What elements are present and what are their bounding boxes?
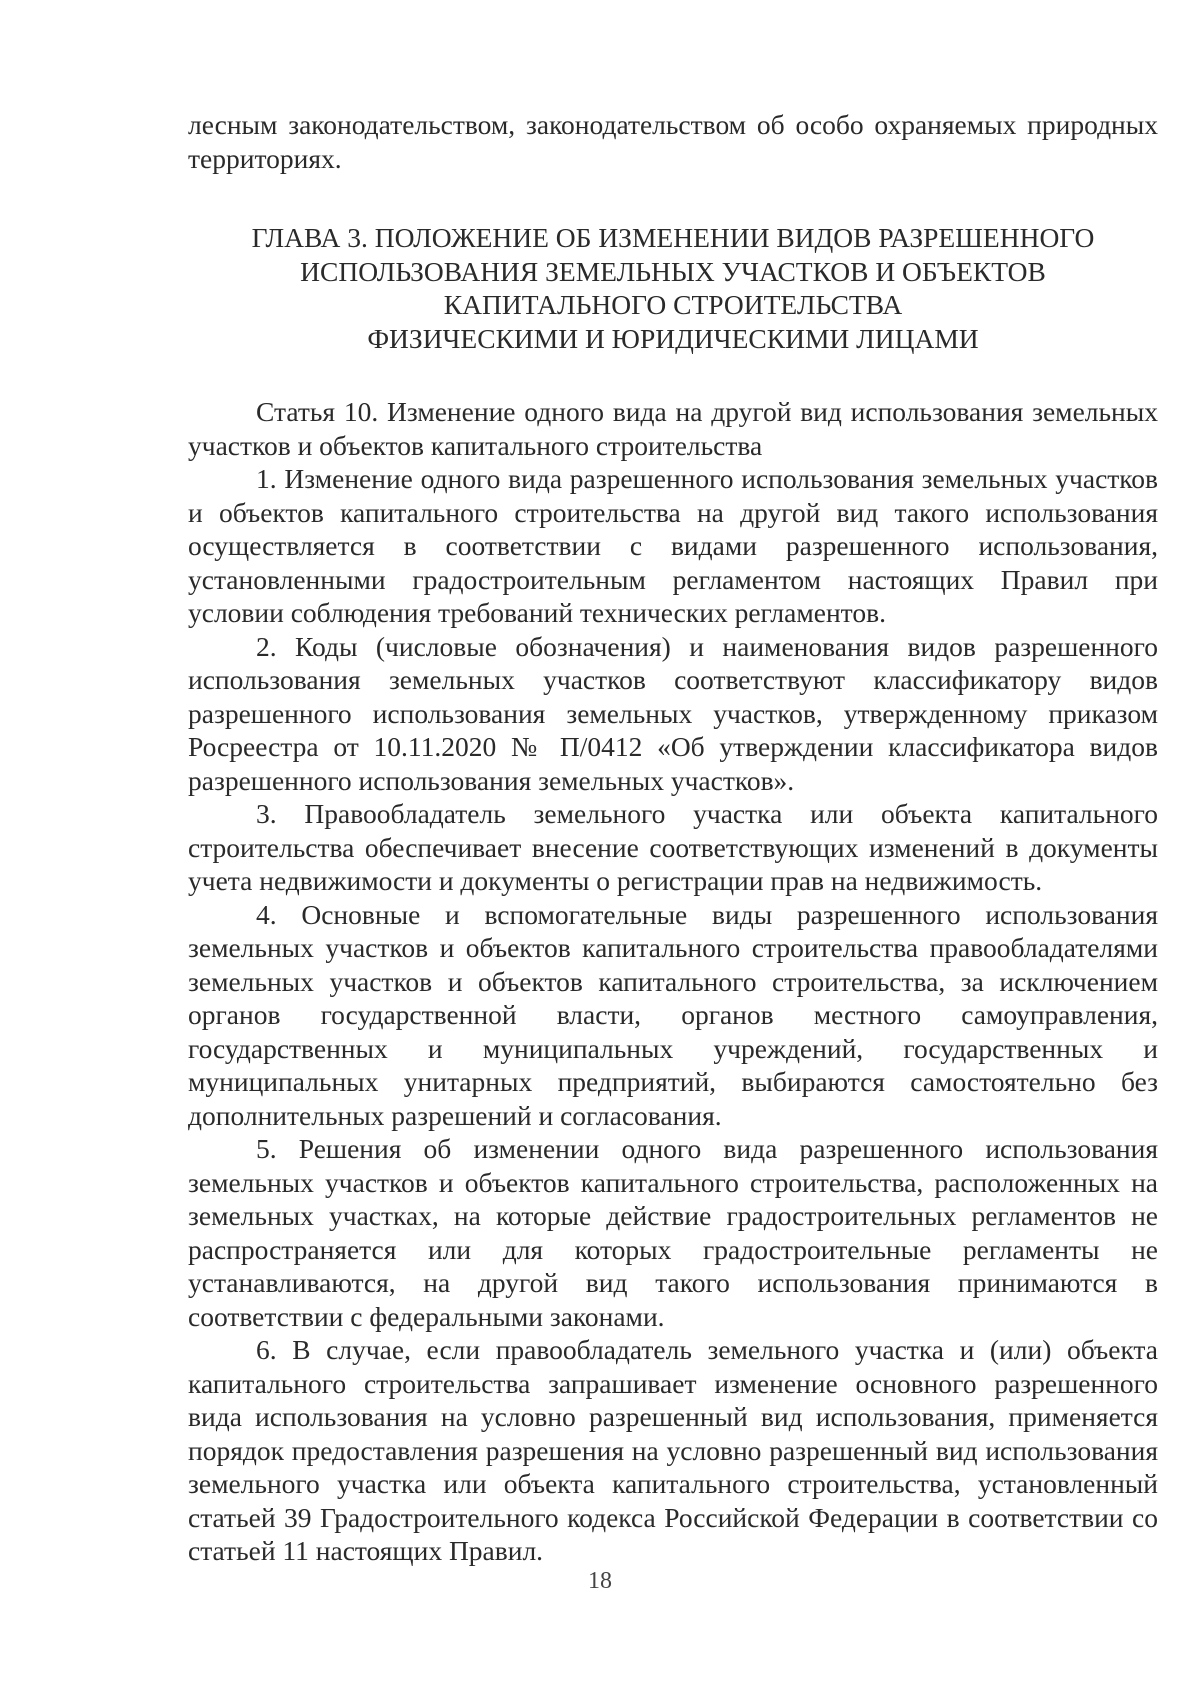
chapter-title bbox=[188, 221, 1158, 355]
article-title: Статья 10. Изменение одного вида на другой вид использования земельных участков и объектов капитального строительства bbox=[188, 396, 1158, 461]
chapter-title-line: ФИЗИЧЕСКИМИ И ЮРИДИЧЕСКИМИ ЛИЦАМИ bbox=[367, 322, 979, 354]
paragraph-4: 4. Основные и вспомогательные виды разрешенного использования земельных участков и объектов капитального строительства правообладателями земельных участков и объектов капитального строительства, за исключением органов государственной власти, органов местного самоуправления, государственных и муниципальных учреждений, государственных и муниципальных унитарных предприятий, выбираются самостоятельно без дополнительных разрешений и согласования. bbox=[188, 898, 1158, 1131]
intro-text: лесным законодательством, законодательством об особо охраняемых природных территориях. bbox=[188, 109, 1158, 174]
paragraph-2: 2. Коды (числовые обозначения) и наименования видов разрешенного использования земельных участков соответствуют классификатору видов разрешенного использования земельных участков, утвержденному приказом Росреестра от 10.11.2020 № П/0412 «Об утверждении классификатора видов разрешенного использования земельных участков». bbox=[188, 630, 1158, 796]
paragraph-6: 6. В случае, если правообладатель земельного участка и (или) объекта капитального строительства запрашивает изменение основного разрешенного вида использования на условно разрешенный вид использования, применяется порядок предоставления разрешения на условно разрешенный вид использования земельного участка или объекта капитального строительства, установленный статьей 39 Градостроительного кодекса Российской Федерации в соответствии со статьей 11 настоящих Правил. bbox=[188, 1334, 1158, 1566]
paragraph-1: 1. Изменение одного вида разрешенного использования земельных участков и объектов капитального строительства на другой вид такого использования осуществляется в соответствии с видами разрешенного использования, установленными градостроительным регламентом настоящих Правил при условии соблюдения требований технических регламентов. bbox=[188, 463, 1158, 628]
document-body bbox=[188, 108, 1158, 1568]
paragraph-5: 5. Решения об изменении одного вида разрешенного использования земельных участков и объектов капитального строительства, расположенных на земельных участках, на которые действие градостроительных регламентов не распространяется или для которых градостроительные регламенты не устанавливаются, на другой вид такого использования принимаются в соответствии с федеральными законами. bbox=[188, 1133, 1158, 1332]
paragraph-3: 3. Правообладатель земельного участка или объекта капитального строительства обеспечивает внесение соответствующих изменений в документы учета недвижимости и документы о регистрации прав на недвижимость. bbox=[188, 798, 1158, 896]
page-number: 18 bbox=[588, 1568, 612, 1594]
chapter-title-line: КАПИТАЛЬНОГО СТРОИТЕЛЬСТВА bbox=[443, 289, 903, 320]
chapter-title-line: ИСПОЛЬЗОВАНИЯ ЗЕМЕЛЬНЫХ УЧАСТКОВ И ОБЪЕКТОВ bbox=[300, 255, 1046, 287]
chapter-title-line: ГЛАВА 3. ПОЛОЖЕНИЕ ОБ ИЗМЕНЕНИИ ВИДОВ РАЗРЕШЕННОГО bbox=[251, 222, 1095, 253]
